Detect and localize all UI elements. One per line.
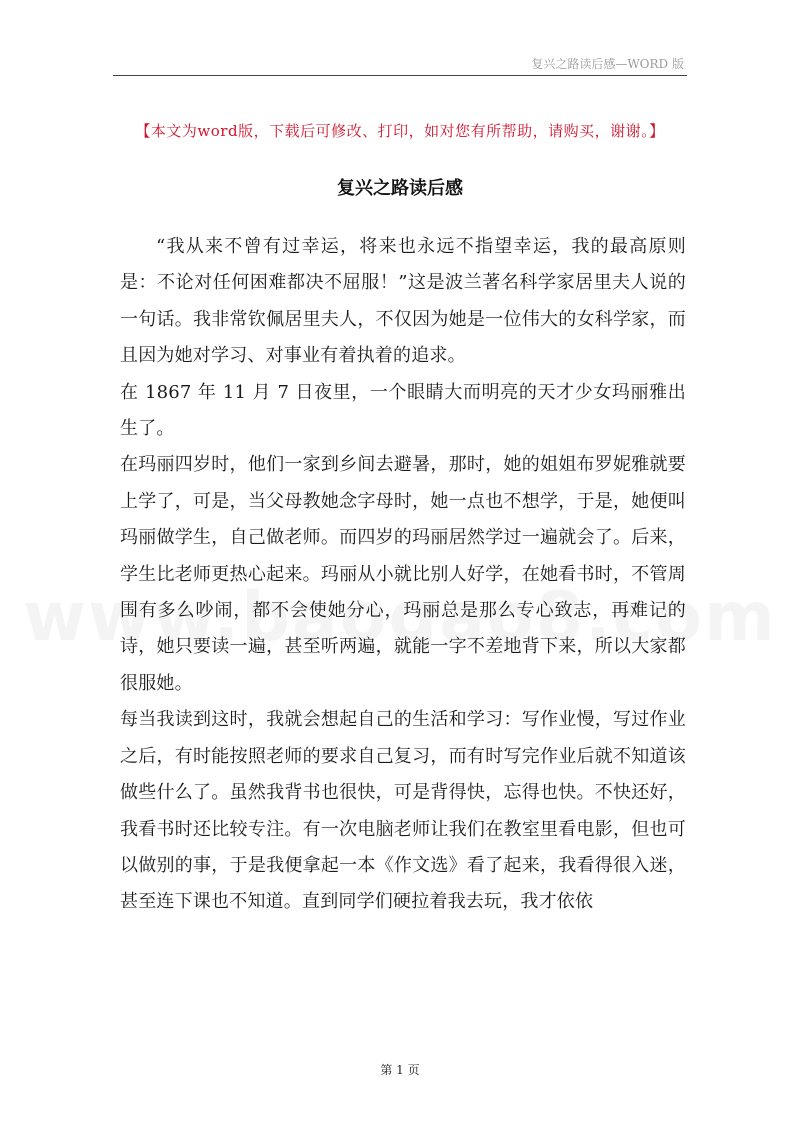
document-body — [120, 229, 686, 921]
running-header: 复兴之路读后感—WORD 版 — [531, 57, 684, 71]
paragraph-childhood: 在玛丽四岁时，他们一家到乡间去避暑，那时，她的姐姐布罗妮雅就要上学了，可是，当父母教她念字母时，她一点也不想学，于是，她便叫玛丽做学生，自己做老师。而四岁的玛丽居然学过一遍就会了。后来，学生比老师更热心起来。玛丽从小就比别人好学，在她看书时，不管周围有多么吵闹，都不会使她分心，玛丽总是那么专心致志，再难记的诗，她只要读一遍，甚至听两遍，就能一字不差地背下来，所以大家都很服她。 — [120, 454, 686, 694]
paragraph-birth: 在 1867 年 11 月 7 日夜里，一个眼睛大而明亮的天才少女玛丽雅出生了。 — [120, 381, 686, 440]
page-number: 第 1 页 — [380, 1063, 420, 1077]
paragraph-reflection: 每当我读到这时，我就会想起自己的生活和学习：写作业慢，写过作业之后，有时能按照老师的要求自己复习，而有时写完作业后就不知道该做些什么了。虽然我背书也很快，可是背得快，忘得也快。不快还好，我看书时还比较专注。有一次电脑老师让我们在教室里看电影，但也可以做别的事，于是我便拿起一本《作文选》看了起来，我看得很入迷，甚至连下课也不知道。直到同学们硬拉着我去玩，我才依依 — [120, 709, 686, 913]
header-divider — [113, 75, 687, 76]
paragraph-quote: “我从来不曾有过幸运，将来也永远不指望幸运，我的最高原则是：不论对任何困难都决不屈服！”这是波兰著名科学家居里夫人说的一句话。我非常钦佩居里夫人，不仅因为她是一位伟大的女科学家，而且因为她对学习、对事业有着执着的追求。 — [120, 236, 686, 367]
document-title: 复兴之路读后感 — [337, 178, 463, 199]
purchase-notice: 【本文为word版，下载后可修改、打印，如对您有所帮助，请购买，谢谢。】 — [135, 122, 665, 140]
